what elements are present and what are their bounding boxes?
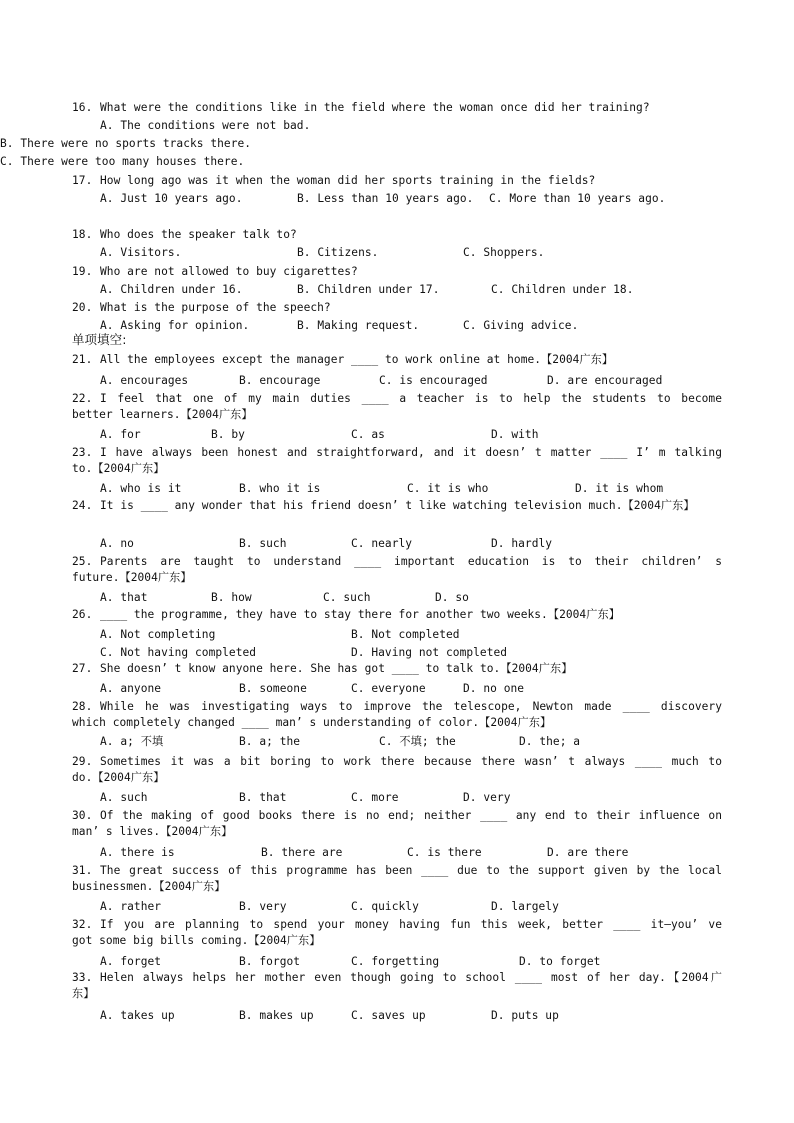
option-a: A. forget bbox=[100, 955, 162, 968]
option-a: A. no bbox=[100, 537, 134, 550]
option-d: D. are there bbox=[547, 846, 629, 859]
question-stem-line: Helen always helps her mother even though going to school ____ most of her day.【2004广 bbox=[100, 971, 722, 984]
option-a: A. that bbox=[100, 591, 148, 604]
option-a: A. who is it bbox=[100, 482, 182, 495]
question-stem-line: All the employees except the manager ____ to work online at home.【2004广东】 bbox=[100, 353, 614, 366]
question-stem-line: It is ____ any wonder that his friend doesn’ t like watching television much.【2004广东】 bbox=[100, 499, 695, 512]
option-d: D. so bbox=[435, 591, 469, 604]
question-number: 19. bbox=[72, 265, 93, 278]
option-c: C. saves up bbox=[351, 1009, 426, 1022]
question-number: 27. bbox=[72, 662, 93, 675]
question-stem-line: better learners.【2004广东】 bbox=[72, 408, 253, 421]
question-stem-line: Parents are taught to understand ____ important education is to their children’ s bbox=[100, 555, 722, 568]
question-number: 18. bbox=[72, 228, 93, 241]
option-a: A. Visitors. bbox=[100, 246, 182, 259]
option-a: A. Just 10 years ago. bbox=[100, 192, 243, 205]
option-d: D. no one bbox=[463, 682, 525, 695]
option-a: A. Children under 16. bbox=[100, 283, 243, 296]
option-c: C. it is who bbox=[407, 482, 489, 495]
option-b: B. a; the bbox=[239, 735, 301, 748]
question-stem-line: Who are not allowed to buy cigarettes? bbox=[100, 265, 358, 278]
option-c: C. Giving advice. bbox=[463, 319, 579, 332]
option-c: C. Children under 18. bbox=[491, 283, 634, 296]
question-stem-line: do.【2004广东】 bbox=[72, 771, 165, 784]
question-number: 23. bbox=[72, 446, 93, 459]
option-a: A. such bbox=[100, 791, 148, 804]
option-c: C. 不填; the bbox=[379, 735, 456, 748]
option-b: B. There were no sports tracks there. bbox=[0, 137, 252, 150]
option-c: C. is encouraged bbox=[379, 374, 488, 387]
question-stem-line: man’ s lives.【2004广东】 bbox=[72, 825, 233, 838]
option-b: B. someone bbox=[239, 682, 307, 695]
question-stem-line: The great success of this programme has been ____ due to the support given by the local bbox=[100, 864, 722, 877]
question-stem-line: got some big bills coming.【2004广东】 bbox=[72, 934, 321, 947]
option-b: B. by bbox=[211, 428, 245, 441]
option-d: D. hardly bbox=[491, 537, 553, 550]
question-stem-line: Who does the speaker talk to? bbox=[100, 228, 297, 241]
option-b: B. encourage bbox=[239, 374, 321, 387]
option-d: D. largely bbox=[491, 900, 559, 913]
option-d: D. the; a bbox=[519, 735, 581, 748]
option-b: B. Making request. bbox=[297, 319, 420, 332]
question-stem-line: How long ago was it when the woman did her sports training in the fields? bbox=[100, 174, 596, 187]
question-number: 29. bbox=[72, 755, 93, 768]
option-a: A. anyone bbox=[100, 682, 162, 695]
option-a: A. rather bbox=[100, 900, 162, 913]
option-d: D. Having not completed bbox=[351, 646, 508, 659]
option-b: B. Not completed bbox=[351, 628, 460, 641]
question-number: 22. bbox=[72, 392, 93, 405]
option-a: A. The conditions were not bad. bbox=[100, 119, 311, 132]
option-c: C. such bbox=[323, 591, 371, 604]
option-c: C. quickly bbox=[351, 900, 419, 913]
option-b: B. Children under 17. bbox=[297, 283, 440, 296]
option-a: A. encourages bbox=[100, 374, 189, 387]
option-a: A. a; 不填 bbox=[100, 735, 164, 748]
option-c: C. There were too many houses there. bbox=[0, 155, 245, 168]
option-a: A. takes up bbox=[100, 1009, 175, 1022]
question-number: 17. bbox=[72, 174, 93, 187]
question-number: 33. bbox=[72, 971, 93, 984]
option-c: C. forgetting bbox=[351, 955, 440, 968]
option-d: D. with bbox=[491, 428, 539, 441]
option-d: D. very bbox=[463, 791, 511, 804]
option-a: A. Asking for opinion. bbox=[100, 319, 250, 332]
question-stem-line: to.【2004广东】 bbox=[72, 462, 165, 475]
question-stem-line: future.【2004广东】 bbox=[72, 571, 192, 584]
option-d: D. to forget bbox=[519, 955, 601, 968]
option-d: D. puts up bbox=[491, 1009, 559, 1022]
question-stem-line: While he was investigating ways to improve the telescope, Newton made ____ discovery bbox=[100, 700, 722, 713]
option-b: B. Less than 10 years ago. bbox=[297, 192, 474, 205]
question-stem-line: What is the purpose of the speech? bbox=[100, 301, 331, 314]
option-a: A. for bbox=[100, 428, 141, 441]
question-stem-line: businessmen.【2004广东】 bbox=[72, 880, 226, 893]
question-stem-line: I feel that one of my main duties ____ a teacher is to help the students to become bbox=[100, 392, 722, 405]
question-stem-line: ____ the programme, they have to stay there for another two weeks.【2004广东】 bbox=[100, 608, 620, 621]
option-c: C. Not having completed bbox=[100, 646, 257, 659]
option-b: B. who it is bbox=[239, 482, 321, 495]
option-d: D. are encouraged bbox=[547, 374, 663, 387]
question-number: 24. bbox=[72, 499, 93, 512]
option-b: B. forgot bbox=[239, 955, 301, 968]
question-stem-line: She doesn’ t know anyone here. She has got ____ to talk to.【2004广东】 bbox=[100, 662, 573, 675]
option-c: C. More than 10 years ago. bbox=[489, 192, 666, 205]
question-stem-line: If you are planning to spend your money having fun this week, better ____ it—you’ ve bbox=[100, 918, 722, 931]
option-c: C. as bbox=[351, 428, 385, 441]
option-b: B. there are bbox=[261, 846, 343, 859]
question-stem-line: Of the making of good books there is no end; neither ____ any end to their influence on bbox=[100, 809, 722, 822]
question-number: 26. bbox=[72, 608, 93, 621]
section-heading-single-choice: 单项填空: bbox=[72, 332, 127, 347]
option-b: B. how bbox=[211, 591, 252, 604]
question-stem-line: which completely changed ____ man’ s understanding of color.【2004广东】 bbox=[72, 716, 552, 729]
option-b: B. makes up bbox=[239, 1009, 314, 1022]
option-c: C. more bbox=[351, 791, 399, 804]
question-number: 16. bbox=[72, 101, 93, 114]
option-a: A. there is bbox=[100, 846, 175, 859]
question-number: 21. bbox=[72, 353, 93, 366]
question-number: 32. bbox=[72, 918, 93, 931]
option-c: C. nearly bbox=[351, 537, 413, 550]
question-number: 25. bbox=[72, 555, 93, 568]
option-c: C. is there bbox=[407, 846, 482, 859]
question-number: 20. bbox=[72, 301, 93, 314]
option-b: B. Citizens. bbox=[297, 246, 379, 259]
option-c: C. everyone bbox=[351, 682, 426, 695]
question-stem-line: I have always been honest and straightforward, and it doesn’ t matter ____ I’ m talking bbox=[100, 446, 722, 459]
question-number: 31. bbox=[72, 864, 93, 877]
option-b: B. that bbox=[239, 791, 287, 804]
question-stem-line: Sometimes it was a bit boring to work there because there wasn’ t always ____ much to bbox=[100, 755, 722, 768]
option-b: B. very bbox=[239, 900, 287, 913]
option-a: A. Not completing bbox=[100, 628, 216, 641]
question-stem-line: What were the conditions like in the field where the woman once did her training? bbox=[100, 101, 650, 114]
question-stem-line: 东】 bbox=[72, 987, 95, 1000]
option-d: D. it is whom bbox=[575, 482, 664, 495]
question-number: 30. bbox=[72, 809, 93, 822]
option-c: C. Shoppers. bbox=[463, 246, 545, 259]
option-b: B. such bbox=[239, 537, 287, 550]
question-number: 28. bbox=[72, 700, 93, 713]
